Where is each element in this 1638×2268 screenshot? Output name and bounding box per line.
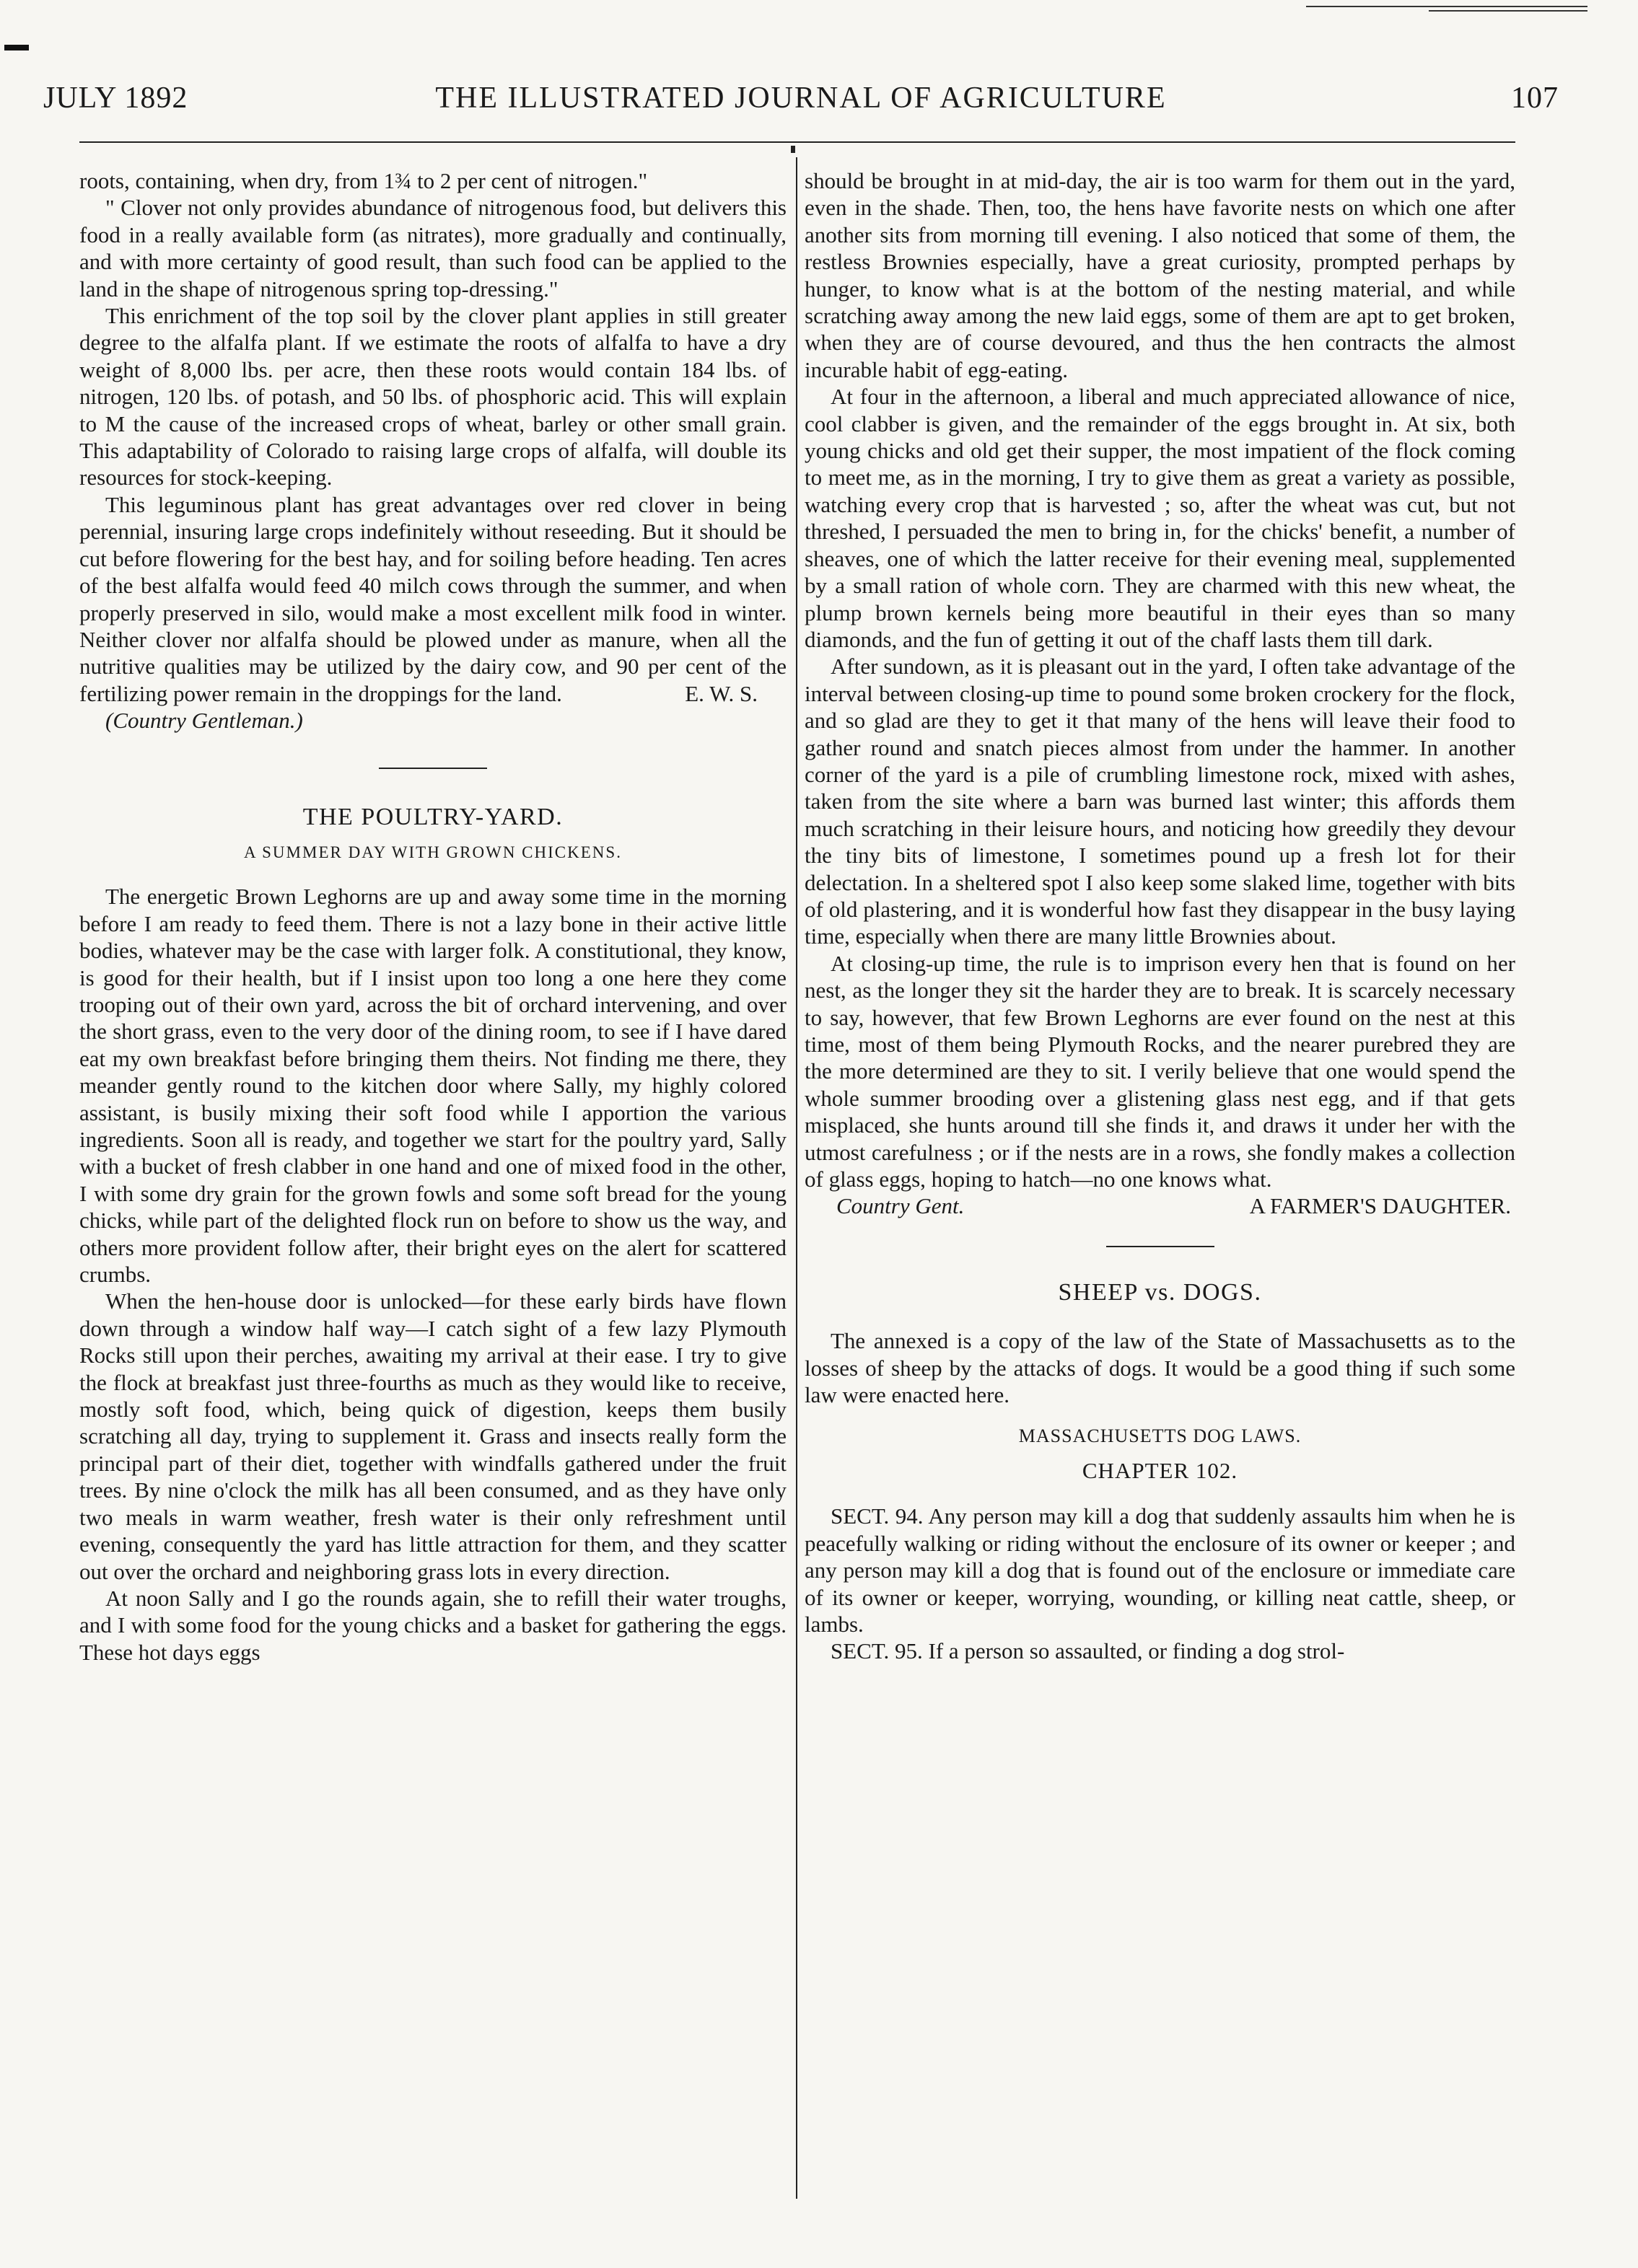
- law-heading: MASSACHUSETTS DOG LAWS.: [1018, 1425, 1302, 1447]
- paragraph: should be brought in at mid-day, the air is too warm for them out in the yard, even in the shade. Then, too, the hens have favorite nests on which one after another sits from morning till evening. I also noticed that some of them, the restless Brownies especially, have a great curiosity, prompted perhaps by hunger, to know what is at the bottom of the nesting material, and while scratching away among the new laid eggs, some of them are apt to get broken, when they are of course devoured, and thus the hen contracts the almost incurable habit of egg-eating.: [805, 168, 1515, 382]
- paragraph-text: This leguminous plant has great advantages over red clover in being perennial, insuring large crops indefinitely without reseeding. But it should be cut before flowering for the best hay, and for soiling before heading. Ten acres of the best alfalfa would feed 40 milch cows through the summer, and when properly preserved in silo, would make a most excellent milk food in winter. Neither clover nor alfalfa should be plowed under as manure, when all the nutritive qualities may be utilized by the dairy cow, and 90 per cent of the fertilizing power remain in the droppings for the land.: [79, 491, 787, 706]
- top-rule: [1429, 10, 1587, 12]
- column-ornament: [791, 146, 795, 153]
- article-source: Country Gent.: [836, 1193, 965, 1219]
- header-journal-title: THE ILLUSTRATED JOURNAL OF AGRICULTURE: [435, 82, 1167, 115]
- paragraph: The energetic Brown Leghorns are up and away some time in the morning before I am ready to feed them. There is not a lazy bone in their active little bodies, whatever may be the case with larger folk. A constitutional, they know, is good for their health, but if I insist upon too long a one here they come trooping out of their own yard, across the bit of orchard intervening, and over the short grass, even to the very door of the dining room, to see if I have dared eat my own breakfast before bringing them theirs. Not finding me there, they meander gently round to the kitchen door where Sally, my highly colored assistant, is busily mixing their soft food while I apportion the various ingredients. Soon all is ready, and together we start for the poultry yard, Sally with a bucket of fresh clabber in one hand and one of mixed food in the other, I with some dry grain for the grown fowls and some soft bread for the young chicks, while part of the delighted flock run on before to show us the way, and others more provident follow after, their bright eyes on the alert for scattered crumbs.: [79, 884, 787, 1288]
- section-rule: [1106, 1246, 1214, 1247]
- paragraph: " Clover not only provides abundance of nitrogenous food, but delivers this food in a really available form (as nitrates), more gradually and continually, and with more certainty of good result, than such food can be applied to the land in the shape of nitrogenous spring top-dressing.": [79, 195, 787, 302]
- paragraph: At four in the afternoon, a liberal and much appreciated allowance of nice, cool clabber is given, and the remainder of the eggs brought in. At six, both young chicks and old get their supper, the most impatient of the flock coming to meet me, as in the morning, I try to give them as great a variety as possible, watching every crop that is harvested ; so, after the wheat was cut, but not threshed, I persuaded the men to bring in, for the chicks' benefit, a number of sheaves, one of which the latter receive for their evening meal, supplemented by a small ration of whole corn. They are charmed with this new wheat, the plump brown kernels being more beautiful in their eyes than so many diamonds, and the fun of getting it out of the chaff lasts them till dark.: [805, 384, 1515, 652]
- margin-mark: [4, 45, 29, 50]
- article-signature: A FARMER'S DAUGHTER.: [1249, 1193, 1511, 1219]
- section-paragraph: [805, 1503, 1515, 1638]
- header-date: JULY 1892: [43, 82, 188, 115]
- paragraph: At noon Sally and I go the rounds again, she to refill their water troughs, and I with some food for the young chicks and a basket for gathering the eggs. These hot days eggs: [79, 1585, 787, 1665]
- top-rule: [1306, 6, 1587, 7]
- paragraph-text: At closing-up time, the rule is to imprison every hen that is found on her nest, as the longer they sit the harder they are to break. It is scarcely necessary to say, however, that few Brown Leghorns are ever found on the nest at this time, most of them being Plymouth Rocks, and the nearer purebred they are the more determined are they to sit. I verily believe that one would spend the whole summer brooding over a glistening glass nest egg, and if that gets misplaced, she hunts around till she finds it, and draws it under her with the utmost carefulness ; or if the nests are in a rows, she fondly makes a collection of glass eggs, hoping to hatch—no one knows what.: [805, 950, 1515, 1192]
- article-subheading: A SUMMER DAY WITH GROWN CHICKENS.: [244, 843, 622, 861]
- right-column: [805, 167, 1515, 1665]
- paragraph: This enrichment of the top soil by the clover plant applies in still greater degree to the alfalfa plant. If we estimate the roots of alfalfa to have a dry weight of 8,000 lbs. per acre, then these roots would contain 184 lbs. of nitrogen, 120 lbs. of potash, and 50 lbs. of phosphoric acid. This will explain to M the cause of the increased crops of wheat, barley or other small grain. This adaptability of Colorado to raising large crops of alfalfa, will double its resources for stock-keeping.: [79, 303, 787, 491]
- column-divider: [796, 157, 797, 2199]
- article-signature: E. W. S.: [685, 680, 758, 706]
- article-source: (Country Gentleman.): [105, 708, 303, 734]
- section-label: SECT. 95.: [831, 1638, 923, 1664]
- section-rule: [379, 768, 487, 769]
- header-rule: [79, 141, 1515, 143]
- section-paragraph: [805, 1638, 1515, 1664]
- left-column: [79, 167, 787, 1666]
- paragraph: roots, containing, when dry, from 1¾ to 2 per cent of nitrogen.": [79, 168, 648, 193]
- paragraph: [79, 491, 787, 707]
- header-page-number: 107: [1511, 82, 1559, 115]
- running-header: [43, 81, 1559, 117]
- section-text: Any person may kill a dog that suddenly assaults him when he is peacefully walking or riding without the enclosure of its owner or keeper ; and any person may kill a dog that is found out of the enclosure or immediate care of its owner or keeper, worrying, wounding, or killing neat cattle, sheep, or lambs.: [805, 1503, 1515, 1637]
- section-text: If a person so assaulted, or finding a dog strol-: [928, 1638, 1345, 1664]
- paragraph: The annexed is a copy of the law of the State of Massachusetts as to the losses of sheep by the attacks of dogs. It would be a good thing if such some law were enacted here.: [805, 1328, 1515, 1408]
- section-label: SECT. 94.: [831, 1503, 924, 1529]
- chapter-heading: CHAPTER 102.: [1082, 1457, 1238, 1483]
- article-heading: THE POULTRY-YARD.: [302, 803, 564, 830]
- article-heading: SHEEP vs. DOGS.: [1058, 1278, 1262, 1306]
- paragraph: When the hen-house door is unlocked—for these early birds have flown down through a window half way—I catch sight of a few lazy Plymouth Rocks still upon their perches, awaiting my arrival at their ease. I try to give the flock at breakfast just three-fourths as much as they would like to receive, mostly soft food, which, being quick of digestion, keeps them busily scratching all day, trying to supplement it. Grass and insects really form the principal part of their diet, together with windfalls gathered under the fruit trees. By nine o'clock the milk has all been consumed, and as they have only two meals in warm weather, fresh water is their only refreshment until evening, consequently the yard has little attraction for them, and they scatter out over the orchard and neighboring grass lots in every direction.: [79, 1288, 787, 1584]
- paragraph: After sundown, as it is pleasant out in the yard, I often take advantage of the interval between closing-up time to pound some broken crockery for the flock, and so glad are they to get it that many of the hens will leave their food to gather round and snatch pieces almost from under the hammer. In another corner of the yard is a pile of crumbling limestone rock, mixed with ashes, taken from the site where a barn was burned last winter; this affords them much scratching in their leisure hours, and noticing how greedily they devour the tiny bits of limestone, I sometimes pound up a fresh lot for their delectation. In a sheltered spot I also keep some slaked lime, together with bits of old plastering, and it is wonderful how fast they disappear in the busy laying time, especially when there are many little Brownies about.: [805, 654, 1515, 949]
